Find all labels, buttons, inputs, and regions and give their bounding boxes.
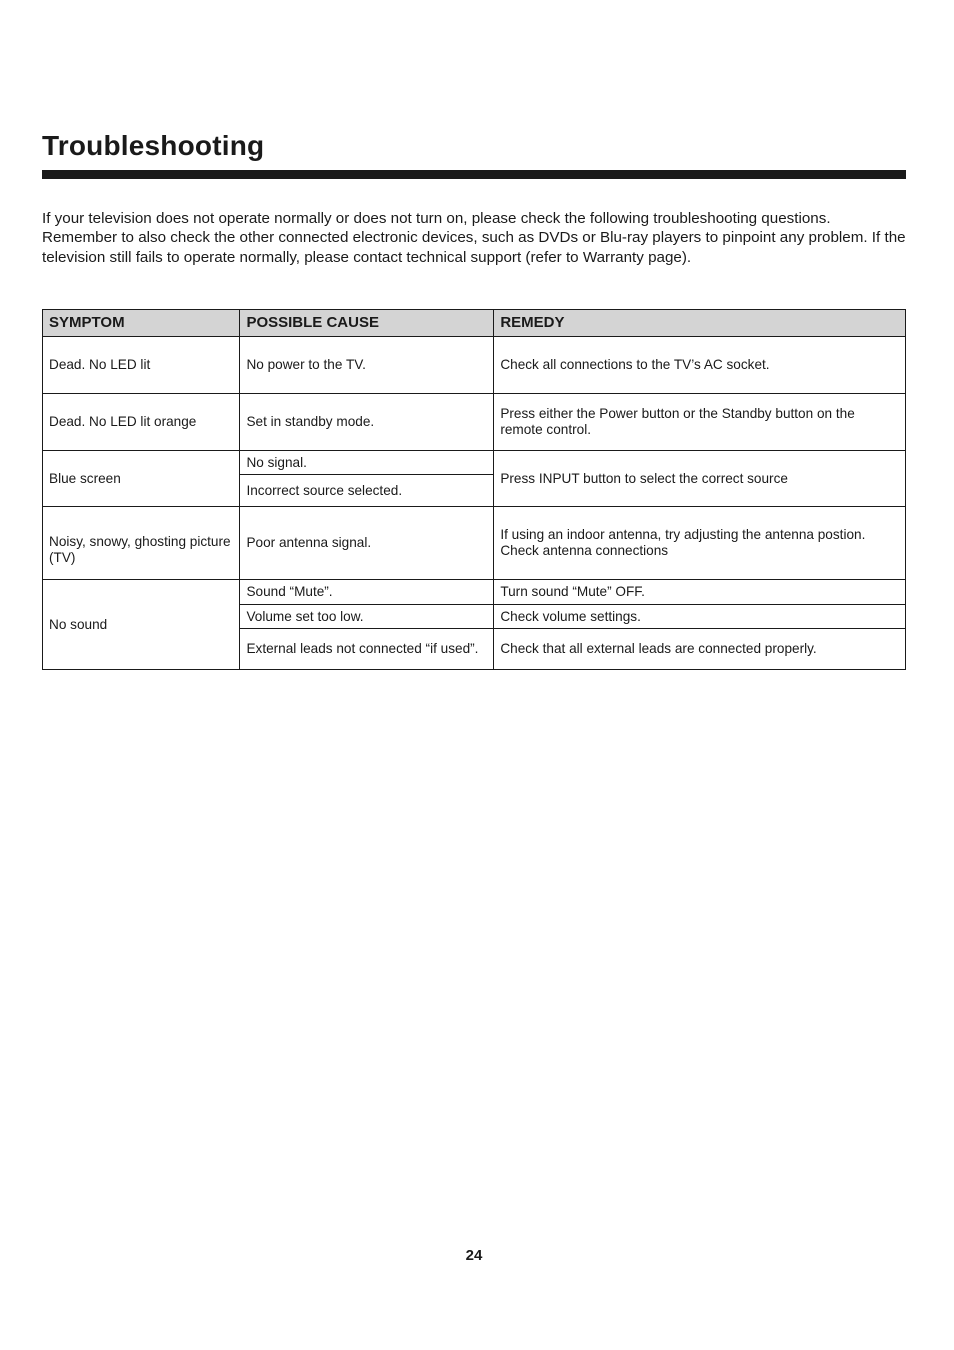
symptom-cell: Dead. No LED lit bbox=[43, 337, 240, 394]
symptom-cell: Blue screen bbox=[43, 451, 240, 507]
table-row bbox=[43, 507, 906, 580]
cause-cell: No signal. bbox=[240, 451, 494, 475]
table-row bbox=[43, 337, 906, 394]
cause-cell: Sound “Mute”. bbox=[240, 580, 494, 605]
table-row bbox=[43, 451, 906, 475]
header-remedy: REMEDY bbox=[494, 310, 906, 337]
symptom-cell: Dead. No LED lit orange bbox=[43, 394, 240, 451]
symptom-cell: Noisy, snowy, ghosting picture (TV) bbox=[43, 507, 240, 580]
remedy-cell: Press either the Power button or the Standby button on the remote control. bbox=[494, 394, 906, 451]
intro-paragraph: If your television does not operate normally or does not turn on, please check the following troubleshooting questions. Remember to also check the other connected electronic devices, such as DVDs or Blu-ray players to pinpoint any problem. If the television still fails to operate normally, please contact technical support (refer to Warranty page). bbox=[42, 210, 906, 266]
table-row bbox=[43, 580, 906, 605]
remedy-cell: Press INPUT button to select the correct source bbox=[494, 451, 906, 507]
cause-cell: External leads not connected “if used”. bbox=[240, 629, 494, 670]
table-header-row bbox=[43, 310, 906, 337]
remedy-cell: Check all connections to the TV’s AC socket. bbox=[494, 337, 906, 394]
title-divider bbox=[42, 170, 906, 179]
header-symptom: SYMPTOM bbox=[43, 310, 240, 337]
cause-cell: Poor antenna signal. bbox=[240, 507, 494, 580]
remedy-cell: Turn sound “Mute” OFF. bbox=[494, 580, 906, 605]
troubleshooting-table bbox=[42, 309, 906, 670]
page-title: Troubleshooting bbox=[42, 130, 265, 161]
cause-cell: No power to the TV. bbox=[240, 337, 494, 394]
page-number: 24 bbox=[465, 1247, 483, 1264]
cause-cell: Set in standby mode. bbox=[240, 394, 494, 451]
remedy-cell: If using an indoor antenna, try adjusting the antenna postion. Check antenna connections bbox=[494, 507, 906, 580]
cause-cell: Incorrect source selected. bbox=[240, 475, 494, 507]
symptom-cell: No sound bbox=[43, 580, 240, 670]
remedy-cell: Check volume settings. bbox=[494, 605, 906, 629]
table-row bbox=[43, 394, 906, 451]
remedy-cell: Check that all external leads are connected properly. bbox=[494, 629, 906, 670]
header-possible-cause: POSSIBLE CAUSE bbox=[240, 310, 494, 337]
cause-cell: Volume set too low. bbox=[240, 605, 494, 629]
